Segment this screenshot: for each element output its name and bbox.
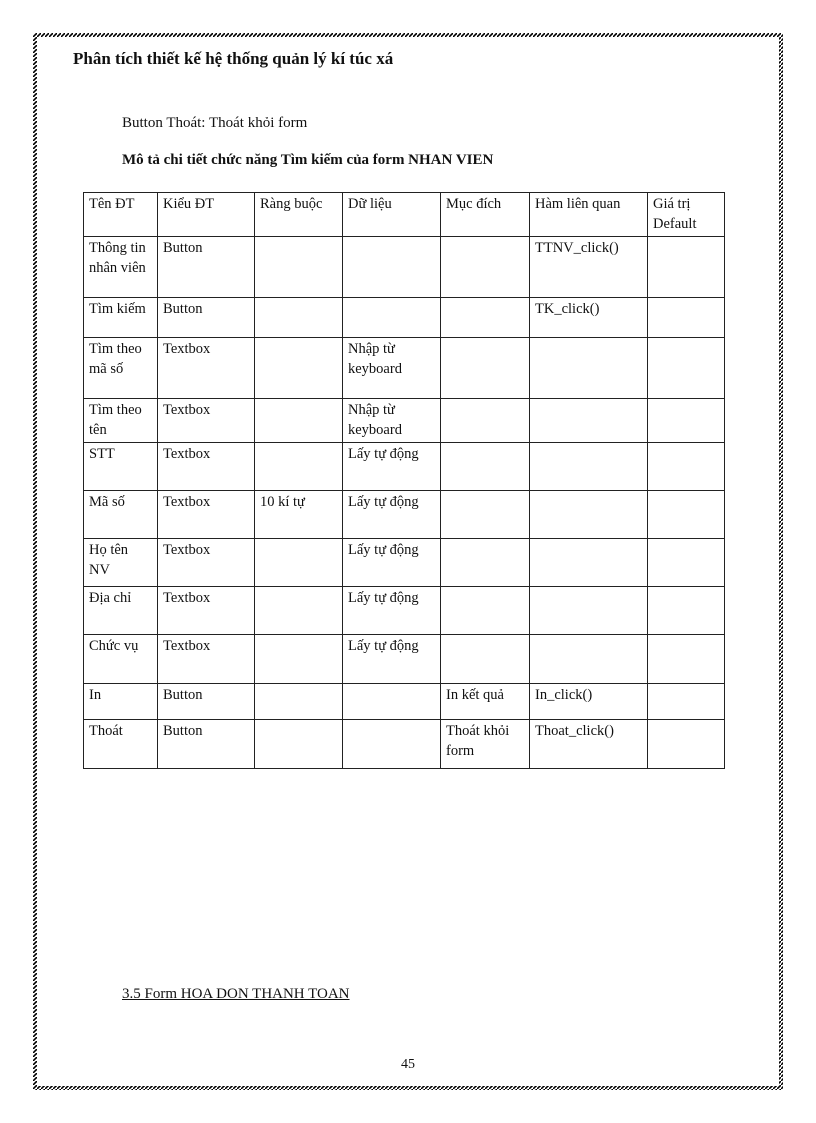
function-table — [83, 192, 725, 769]
header-cell: Hàm liên quan — [530, 193, 648, 237]
table-row — [84, 443, 725, 491]
header-cell: Tên ĐT — [84, 193, 158, 237]
table-cell: Nhập từ keyboard — [343, 399, 441, 443]
table-cell: STT — [84, 443, 158, 491]
table-cell — [441, 539, 530, 587]
table-cell — [255, 720, 343, 769]
table-cell: Lấy tự động — [343, 587, 441, 635]
table-row — [84, 298, 725, 338]
table-cell: In kết quả — [441, 684, 530, 720]
header-cell: Mục đích — [441, 193, 530, 237]
table-cell: Mã số — [84, 491, 158, 539]
table-cell: Button — [158, 237, 255, 298]
table-cell: Button — [158, 720, 255, 769]
table-cell — [255, 338, 343, 399]
table-row — [84, 684, 725, 720]
table-cell: Nhập từ keyboard — [343, 338, 441, 399]
table-cell — [648, 443, 725, 491]
table-cell — [441, 298, 530, 338]
table-cell: TK_click() — [530, 298, 648, 338]
table-cell — [648, 720, 725, 769]
table-cell: Textbox — [158, 491, 255, 539]
table-cell — [255, 539, 343, 587]
table-cell: Chức vụ — [84, 635, 158, 684]
table-cell — [530, 399, 648, 443]
table-caption: Mô tả chi tiết chức năng Tìm kiếm của form NHAN VIEN — [122, 152, 494, 168]
table-cell — [441, 338, 530, 399]
page-number: 45 — [401, 1057, 415, 1072]
table-row — [84, 635, 725, 684]
table-cell — [530, 635, 648, 684]
table-cell: Textbox — [158, 539, 255, 587]
table-cell: Button — [158, 298, 255, 338]
table-cell — [530, 587, 648, 635]
table-cell — [648, 684, 725, 720]
table-cell — [255, 298, 343, 338]
table-cell — [255, 635, 343, 684]
header-cell: Dữ liệu — [343, 193, 441, 237]
table-cell — [530, 443, 648, 491]
table-cell: In — [84, 684, 158, 720]
header-cell: Kiểu ĐT — [158, 193, 255, 237]
table-cell — [255, 443, 343, 491]
table-cell: Button — [158, 684, 255, 720]
table-cell — [441, 443, 530, 491]
table-cell — [343, 684, 441, 720]
table-cell: Textbox — [158, 587, 255, 635]
table-header-row — [84, 193, 725, 237]
table-cell: Thông tin nhân viên — [84, 237, 158, 298]
table-cell — [530, 338, 648, 399]
table-cell — [648, 491, 725, 539]
table-cell: Thoát khỏi form — [441, 720, 530, 769]
table-cell: Lấy tự động — [343, 443, 441, 491]
table-cell: Textbox — [158, 338, 255, 399]
table-cell — [441, 237, 530, 298]
table-cell — [648, 338, 725, 399]
table-cell — [255, 237, 343, 298]
table-row — [84, 338, 725, 399]
table-cell: Lấy tự động — [343, 491, 441, 539]
table-row — [84, 587, 725, 635]
table-cell — [343, 720, 441, 769]
table-cell — [441, 399, 530, 443]
table-cell: Địa chỉ — [84, 587, 158, 635]
table-cell — [255, 587, 343, 635]
table-cell — [441, 491, 530, 539]
table-cell — [648, 539, 725, 587]
table-cell — [441, 587, 530, 635]
table-cell — [343, 298, 441, 338]
header-cell: Ràng buộc — [255, 193, 343, 237]
table-cell — [648, 399, 725, 443]
table-cell — [255, 684, 343, 720]
table-cell — [648, 635, 725, 684]
table-cell: Thoat_click() — [530, 720, 648, 769]
table-row — [84, 237, 725, 298]
section-heading: 3.5 Form HOA DON THANH TOAN — [122, 986, 350, 1002]
table-cell: In_click() — [530, 684, 648, 720]
table-row — [84, 399, 725, 443]
table-cell: 10 kí tự — [255, 491, 343, 539]
table-row — [84, 720, 725, 769]
table-cell — [255, 399, 343, 443]
table-cell — [648, 298, 725, 338]
table-cell — [441, 635, 530, 684]
table-cell — [648, 587, 725, 635]
table-cell: Tìm theo mã số — [84, 338, 158, 399]
header-cell: Giá trị Default — [648, 193, 725, 237]
table-cell — [530, 539, 648, 587]
table-row — [84, 491, 725, 539]
table-cell — [343, 237, 441, 298]
table-cell: Họ tên NV — [84, 539, 158, 587]
table-cell — [530, 491, 648, 539]
table-cell: Lấy tự động — [343, 539, 441, 587]
table-cell: TTNV_click() — [530, 237, 648, 298]
table-row — [84, 539, 725, 587]
table-cell: Thoát — [84, 720, 158, 769]
document-header: Phân tích thiết kế hệ thống quản lý kí túc xá — [73, 49, 394, 68]
table-cell: Lấy tự động — [343, 635, 441, 684]
table-cell: Textbox — [158, 635, 255, 684]
table-cell: Tìm theo tên — [84, 399, 158, 443]
exit-button-description: Button Thoát: Thoát khỏi form — [122, 115, 308, 131]
table-cell: Textbox — [158, 443, 255, 491]
table-cell: Tìm kiếm — [84, 298, 158, 338]
table-cell: Textbox — [158, 399, 255, 443]
table-cell — [648, 237, 725, 298]
